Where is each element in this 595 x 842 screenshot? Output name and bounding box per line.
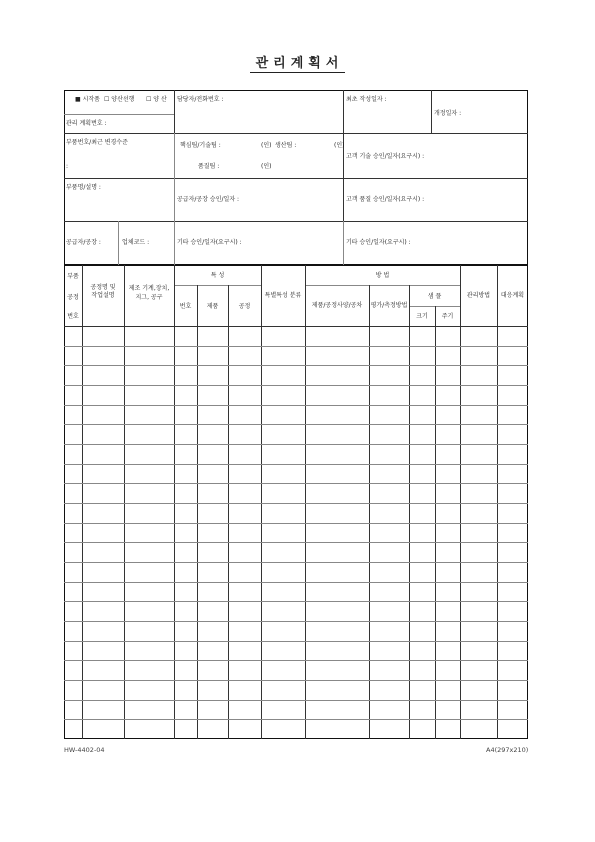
document-title: 관리계획서 xyxy=(0,52,595,71)
col-machine-2: 지그, 공구 xyxy=(135,294,163,301)
paper-size: A4(297x210) xyxy=(486,746,529,754)
col-process-name-1: 공정명 및 xyxy=(90,284,116,291)
char-product: 제품 xyxy=(206,303,219,310)
form-number: HW-4402-04 xyxy=(64,746,105,754)
checkbox-production[interactable]: ☐ 양 산 xyxy=(146,96,167,103)
other-approval-label-2: 기타 승인/일자(요구시) : xyxy=(346,239,411,246)
table-row xyxy=(64,582,528,583)
contact-label: 담당자/전화번호 : xyxy=(177,96,224,103)
table-row xyxy=(64,365,528,366)
table-row xyxy=(64,346,528,347)
checkbox-prototype[interactable]: ■ 시작품 xyxy=(75,96,100,103)
table-row xyxy=(64,562,528,563)
reaction-plan: 대응계획 xyxy=(500,292,525,299)
table-row xyxy=(64,405,528,406)
special-char-class: 특별특성 분류 xyxy=(264,292,302,299)
table-row xyxy=(64,542,528,543)
other-approval-label-1: 기타 승인/일자(요구시) : xyxy=(177,239,242,246)
sample-frequency: 주기 xyxy=(441,313,454,320)
customer-quality-approval-label: 고객 품질 승인/일자(요구시) : xyxy=(346,196,425,203)
core-team-label: 핵심팀/기술팀 : xyxy=(180,142,221,149)
supplier-label: 공급자/공장 : xyxy=(66,239,101,246)
characteristics-header: 특 성 xyxy=(210,272,225,279)
table-row xyxy=(64,660,528,661)
spec-tolerance: 제품/공정사양/공차 xyxy=(311,302,363,309)
char-process: 공정 xyxy=(238,303,251,310)
table-row xyxy=(64,523,528,524)
control-plan-table xyxy=(64,265,528,739)
table-row xyxy=(64,680,528,681)
col-part-no-1: 부품 xyxy=(67,273,79,280)
supplier-approval-label: 공급자/공장 승인/일자 : xyxy=(177,196,240,203)
eval-method: 평가/측정방법 xyxy=(370,302,408,309)
table-row xyxy=(64,385,528,386)
part-number-label: 부품번호/최근 변경수준 xyxy=(66,139,128,146)
table-row xyxy=(64,464,528,465)
quality-team-label: 품질팀 : xyxy=(198,163,220,170)
part-name-label: 부품명/설명 : xyxy=(66,184,101,191)
table-row xyxy=(64,503,528,504)
table-row xyxy=(64,483,528,484)
supplier-code-label: 업체코드 : xyxy=(122,239,150,246)
col-number-3: 번호 xyxy=(67,313,79,320)
col-process-no-2: 공정 xyxy=(67,294,79,301)
col-machine-1: 제조 기계,장치, xyxy=(128,285,170,292)
table-row xyxy=(64,621,528,622)
table-row xyxy=(64,700,528,701)
char-number: 번호 xyxy=(179,303,192,310)
table-row xyxy=(64,641,528,642)
part-number-colon: : xyxy=(66,163,69,170)
revision-date-label: 개정일자 : xyxy=(434,110,462,117)
sample-header: 샘 플 xyxy=(427,293,442,300)
table-row xyxy=(64,444,528,445)
table-row xyxy=(64,719,528,720)
sample-size: 크기 xyxy=(416,313,428,320)
methods-header: 방 법 xyxy=(375,272,390,279)
production-team-label: 생산팀 : xyxy=(275,142,297,149)
quality-team-sign: (인) xyxy=(261,163,272,170)
production-team-sign: (인) xyxy=(334,142,345,149)
first-date-label: 최초 작성일자 : xyxy=(346,96,387,103)
table-row xyxy=(64,424,528,425)
table-row xyxy=(64,601,528,602)
control-method: 관리방법 xyxy=(466,292,491,299)
core-team-sign: (인) xyxy=(261,142,272,149)
col-process-name-2: 작업설명 xyxy=(91,292,115,299)
customer-tech-approval-label: 고객 기술 승인/일자(요구시) : xyxy=(346,153,425,160)
checkbox-preproduction[interactable]: ☐ 양산선행 xyxy=(104,96,135,103)
plan-number-label: 관리 계획번호 : xyxy=(66,120,107,127)
